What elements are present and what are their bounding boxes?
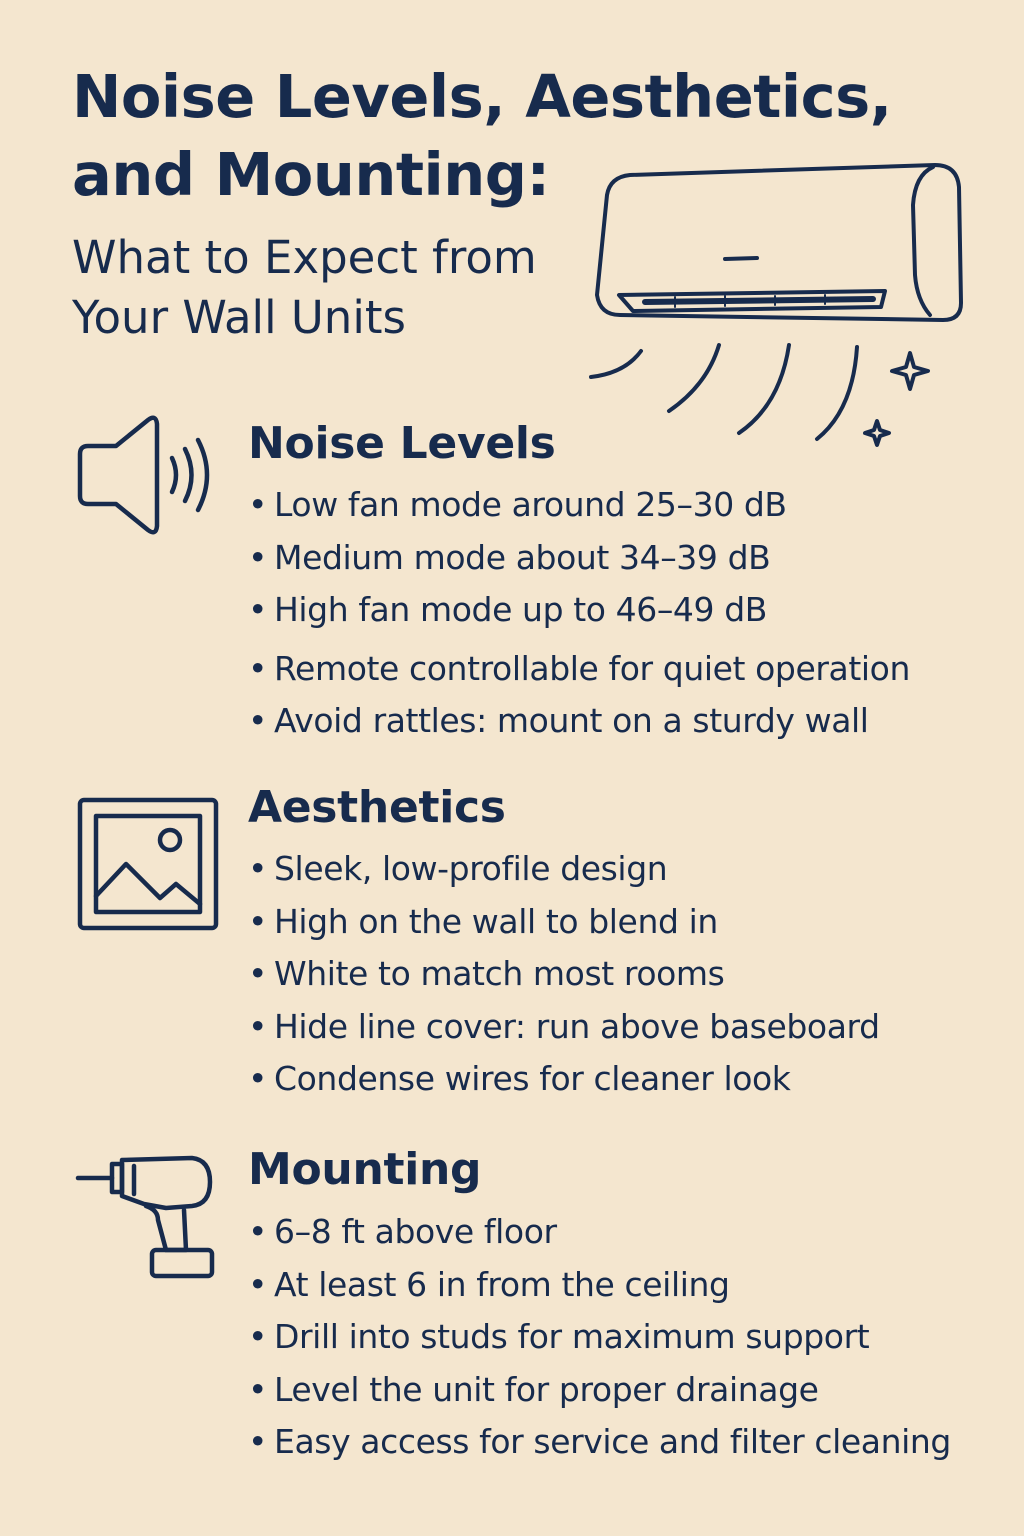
list-item: • Low fan mode around 25–30 dB — [248, 479, 910, 532]
aesthetics-section — [0, 772, 1024, 1112]
picture-icon — [76, 796, 220, 932]
aesthetics-list — [248, 843, 880, 1106]
list-item: • Level the unit for proper drainage — [248, 1364, 951, 1417]
section-heading: Noise Levels — [248, 418, 556, 469]
list-item: • Easy access for service and filter cleaning — [248, 1416, 951, 1469]
list-item: • Hide line cover: run above baseboard — [248, 1001, 880, 1054]
list-item: • At least 6 in from the ceiling — [248, 1259, 951, 1312]
page-subtitle: What to Expect from Your Wall Units — [72, 231, 537, 344]
speaker-icon — [72, 412, 222, 540]
mounting-list — [248, 1206, 951, 1469]
air-conditioner-icon — [585, 155, 965, 450]
drill-icon — [74, 1150, 220, 1290]
list-item: • Sleek, low-profile design — [248, 843, 880, 896]
section-heading: Mounting — [248, 1144, 482, 1195]
noise-levels-section — [0, 410, 1024, 750]
page-title: Noise Levels, Aesthetics, and Mounting: — [72, 62, 892, 209]
mounting-section — [0, 1138, 1024, 1498]
list-item: • High fan mode up to 46–49 dB — [248, 584, 910, 637]
list-item: • High on the wall to blend in — [248, 896, 880, 949]
list-item: • Medium mode about 34–39 dB — [248, 532, 910, 585]
list-item: • Avoid rattles: mount on a sturdy wall — [248, 695, 910, 748]
list-item: • 6–8 ft above floor — [248, 1206, 951, 1259]
list-item: • White to match most rooms — [248, 948, 880, 1001]
section-heading: Aesthetics — [248, 782, 506, 833]
list-item: • Condense wires for cleaner look — [248, 1053, 880, 1106]
list-item: • Drill into studs for maximum support — [248, 1311, 951, 1364]
noise-levels-list — [248, 479, 910, 748]
list-item: • Remote controllable for quiet operation — [248, 643, 910, 696]
